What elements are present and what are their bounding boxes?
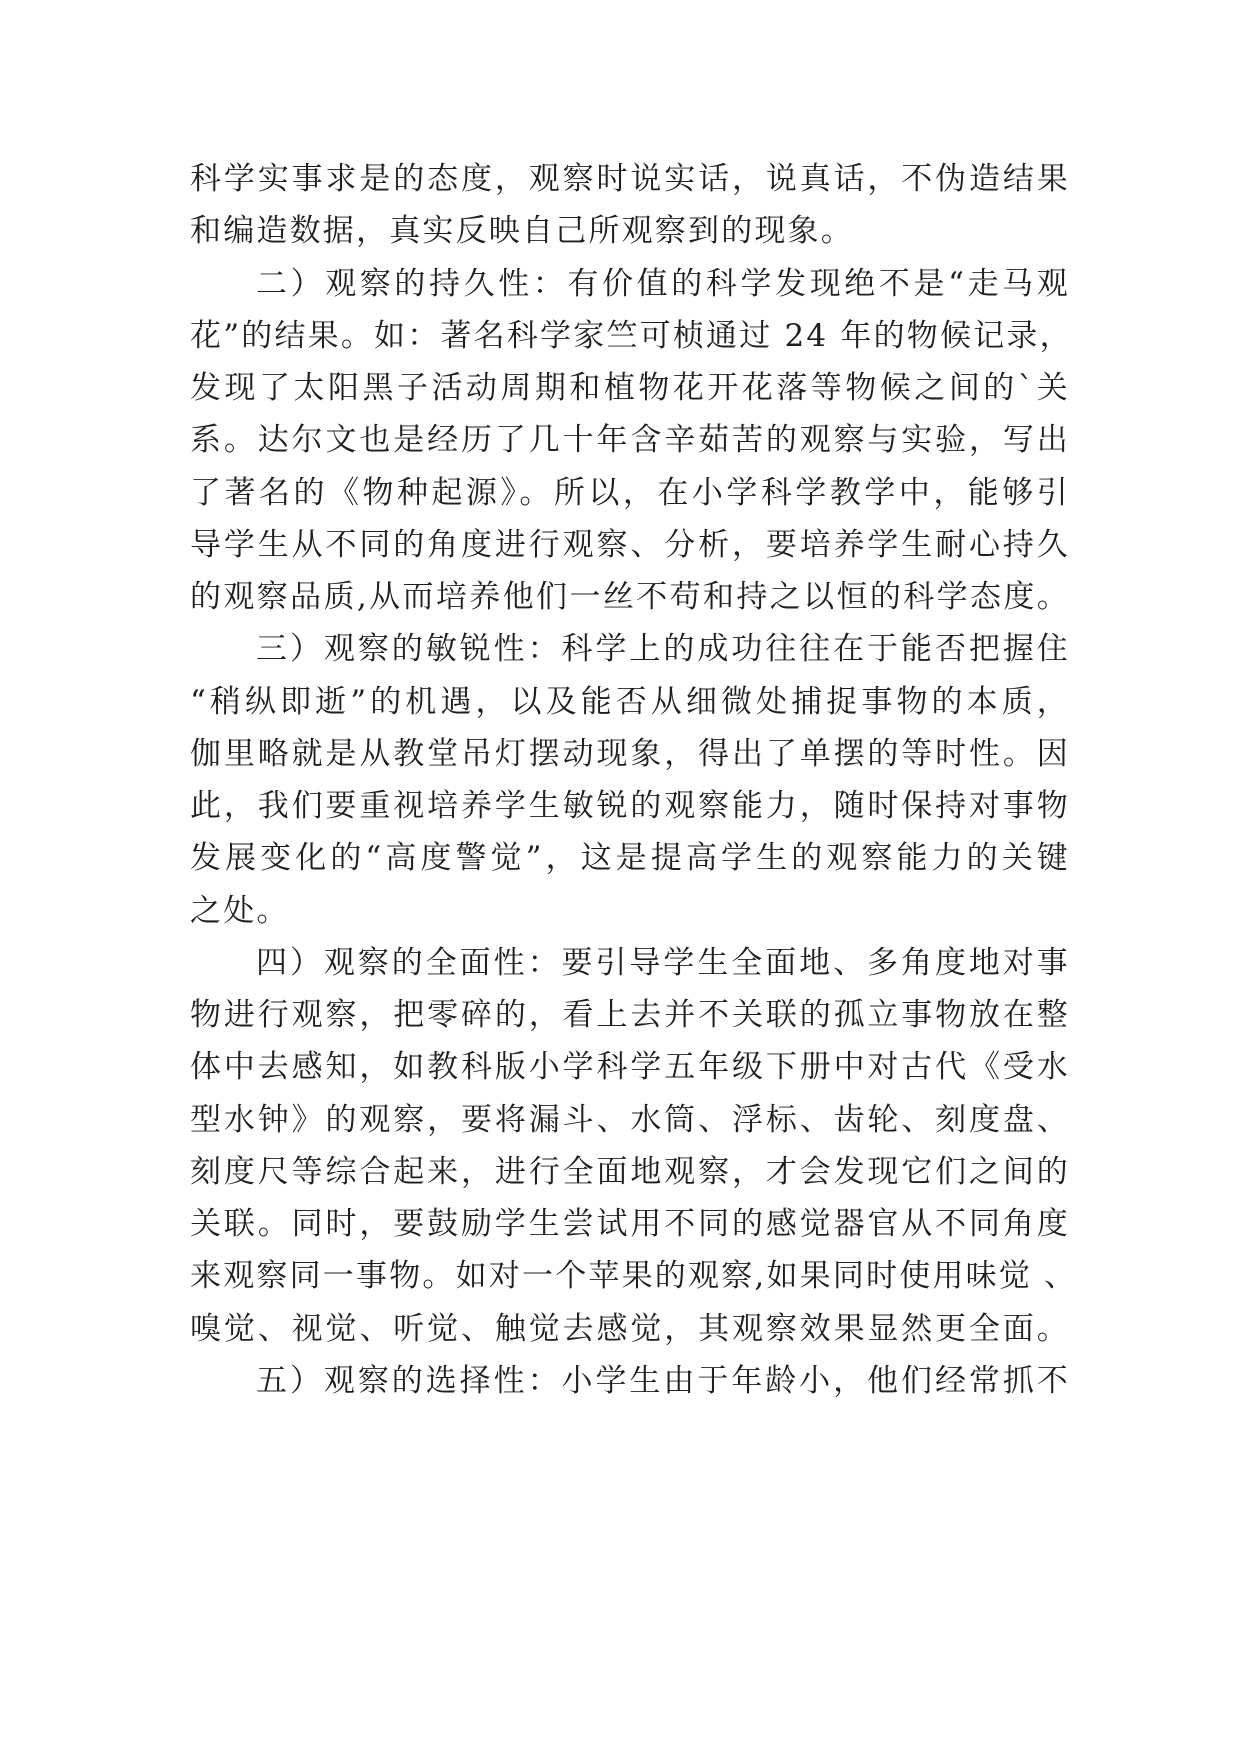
text-line: 了著名的《物种起源》。所以，在小学科学教学中，能够引 xyxy=(190,474,1070,511)
text-line: 之处。 xyxy=(190,892,290,929)
paragraph-start-line: 四）观察的全面性：要引导学生全面地、多角度地对事 xyxy=(256,944,1070,981)
text-line: 物进行观察，把零碎的，看上去并不关联的孤立事物放在整 xyxy=(190,997,1070,1033)
text-line: 系。达尔文也是经历了几十年含辛茹苦的观察与实验，写出 xyxy=(190,422,1070,459)
text-line: 体中去感知，如教科版小学科学五年级下册中对古代《受水 xyxy=(190,1049,1070,1086)
text-line: 伽里略就是从教堂吊灯摆动现象，得出了单摆的等时性。因 xyxy=(190,735,1070,772)
paragraph-start-line: 二）观察的持久性：有价值的科学发现绝不是“走马观 xyxy=(256,265,1070,302)
text-line: 来观察同一事物。如对一个苹果的观察,如果同时使用味觉 、 xyxy=(190,1258,1078,1295)
text-line: 花”的结果。如：著名科学家竺可桢通过 24 年的物候记录， xyxy=(190,317,1073,354)
text-line: 发现了太阳黑子活动周期和植物花开花落等物候之间的`关 xyxy=(190,370,1070,406)
paragraph-start-line: 三）观察的敏锐性：科学上的成功往往在于能否把握住 xyxy=(256,631,1070,668)
text-line: 科学实事求是的态度，观察时说实话，说真话，不伪造结果 xyxy=(190,161,1070,197)
text-line: 刻度尺等综合起来，进行全面地观察，才会发现它们之间的 xyxy=(190,1153,1070,1190)
text-line: 导学生从不同的角度进行观察、分析，要培养学生耐心持久 xyxy=(190,526,1070,563)
text-line: 发展变化的“高度警觉”，这是提高学生的观察能力的关键 xyxy=(190,840,1070,877)
text-line: 嗅觉、视觉、听觉、触觉去感觉，其观察效果显然更全面。 xyxy=(190,1310,1070,1347)
paragraph-start-line: 五）观察的选择性：小学生由于年龄小，他们经常抓不 xyxy=(256,1362,1070,1399)
document-body xyxy=(190,153,1078,1407)
text-line: 和编造数据，真实反映自己所观察到的现象。 xyxy=(190,213,854,250)
text-line: 的观察品质,从而培养他们一丝不苟和持之以恒的科学态度。 xyxy=(190,579,1070,615)
text-line: 型水钟》的观察，要将漏斗、水筒、浮标、齿轮、刻度盘、 xyxy=(190,1101,1070,1138)
text-line: 关联。同时，要鼓励学生尝试用不同的感觉器官从不同角度 xyxy=(190,1206,1070,1242)
text-line: 此，我们要重视培养学生敏锐的观察能力，随时保持对事物 xyxy=(190,788,1070,824)
text-line: “稍纵即逝”的机遇，以及能否从细微处捕捉事物的本质， xyxy=(190,683,1070,720)
